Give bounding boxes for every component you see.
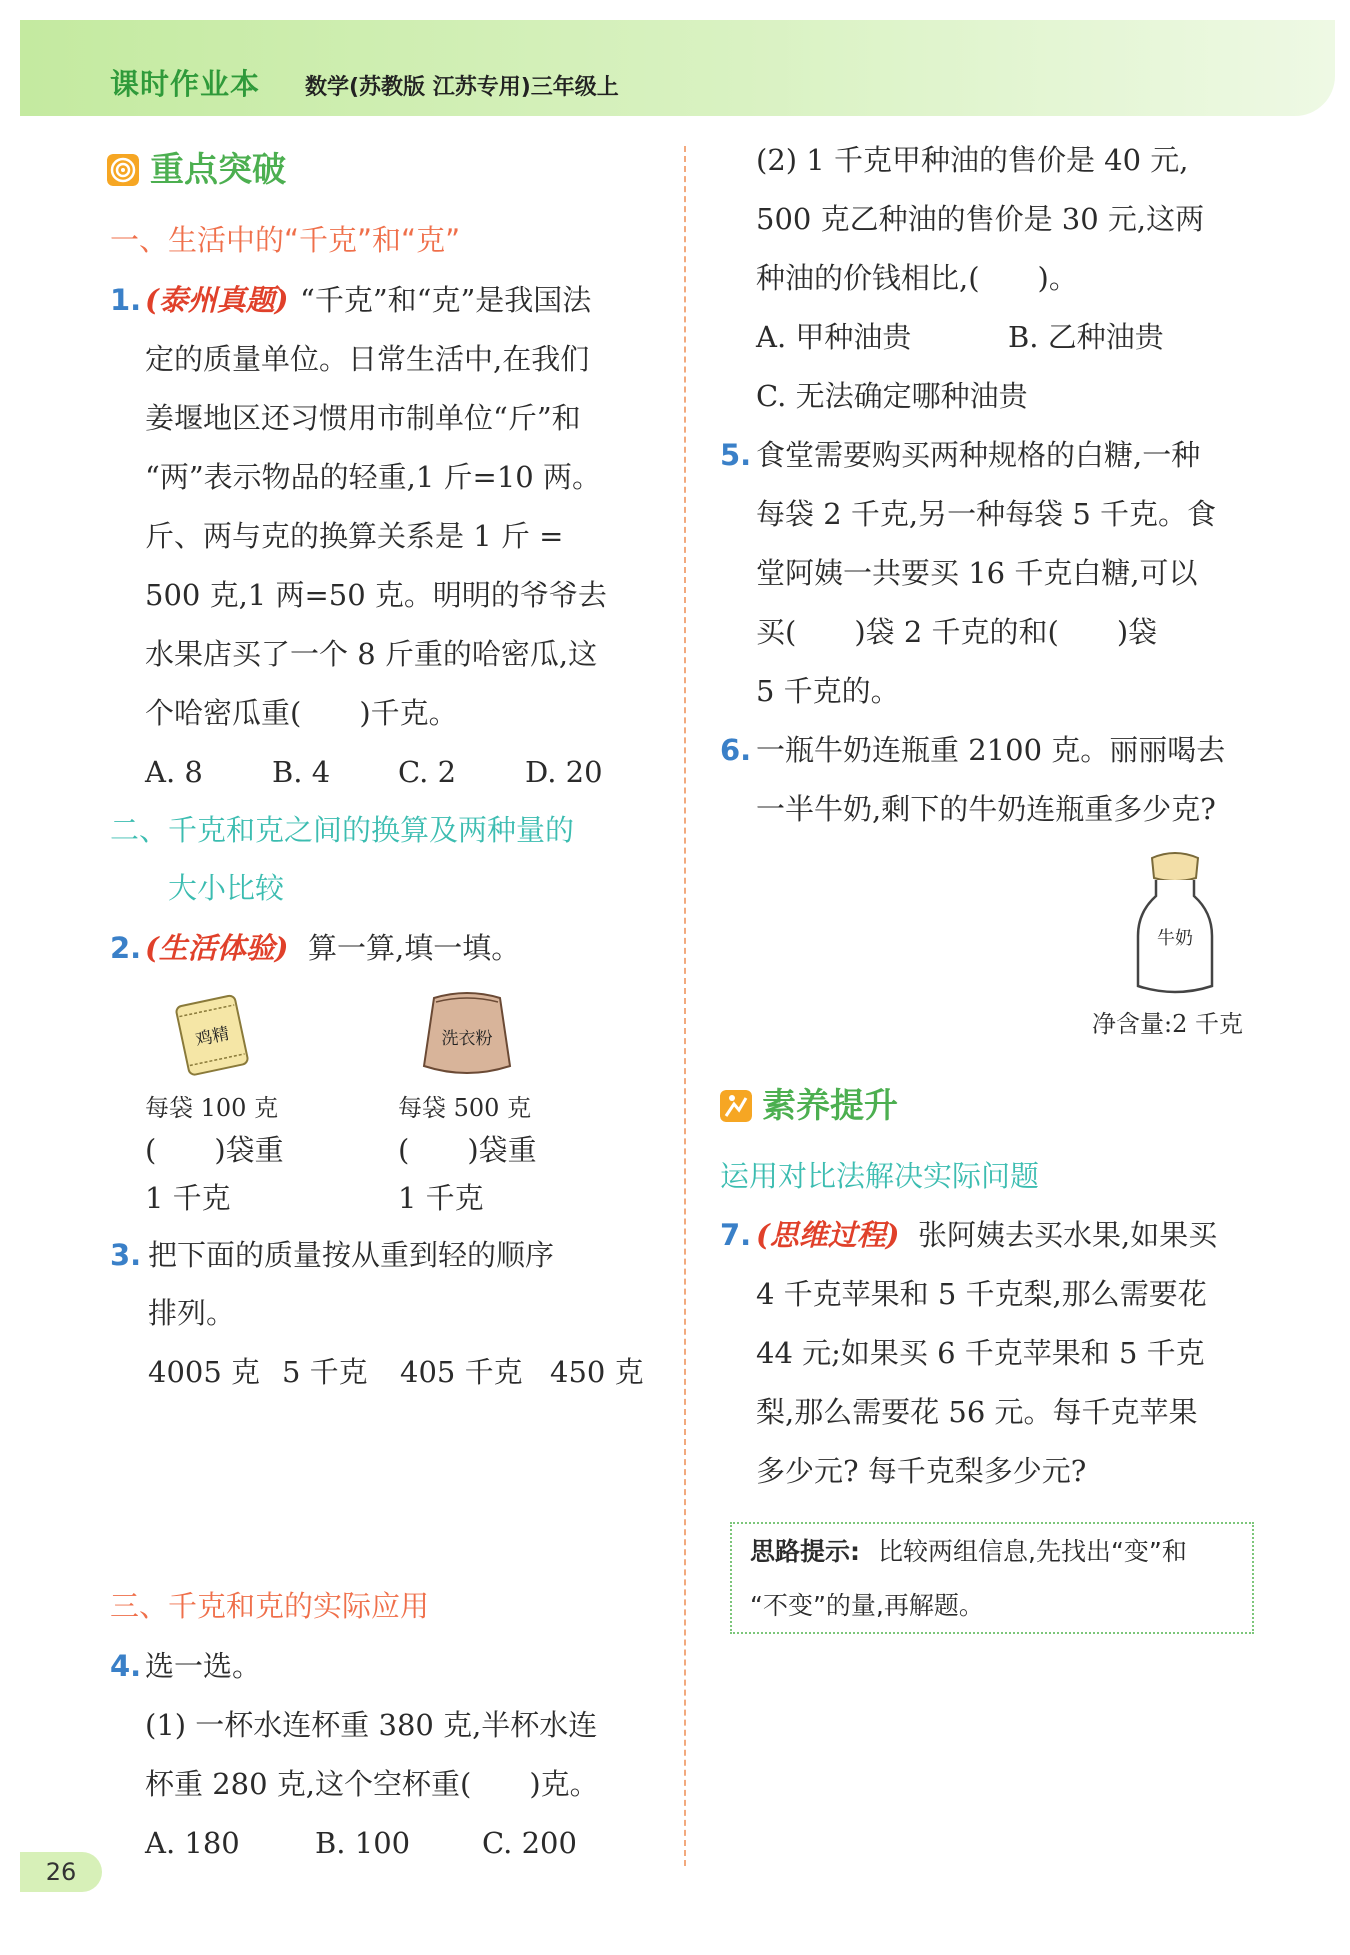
hint-label: 思路提示: — [750, 1537, 860, 1566]
q1-line: 斤、两与克的换算关系是 1 斤 = — [145, 519, 564, 553]
q1-line: 水果店买了一个 8 斤重的哈密瓜,这 — [145, 637, 598, 671]
answer-blank[interactable]: ( )袋重 — [145, 1133, 284, 1167]
part3-heading: 三、千克和克的实际应用 — [110, 1589, 430, 1623]
item-unit: 1 千克 — [145, 1181, 231, 1215]
q2-text: 算一算,填一填。 — [308, 931, 521, 965]
q3-item: 405 千克 — [400, 1355, 523, 1389]
q4-option-b: B. 100 — [315, 1826, 411, 1860]
q7-line: 44 元;如果买 6 千克苹果和 5 千克 — [756, 1336, 1205, 1370]
q6-line: 一瓶牛奶连瓶重 2100 克。丽丽喝去 — [756, 733, 1226, 767]
q4-sub2-line: 500 克乙种油的售价是 30 元,这两 — [756, 202, 1205, 236]
question-tag: (生活体验) — [145, 931, 289, 965]
q5-line: 买( )袋 2 千克的和( )袋 — [756, 615, 1158, 649]
brand-title: 课时作业本 — [110, 67, 261, 101]
column-divider — [684, 146, 686, 1866]
q1-line: “千克”和“克”是我国法 — [300, 283, 592, 317]
q4-option-c: C. 200 — [482, 1826, 577, 1860]
q4-option-a: A. 180 — [145, 1826, 240, 1860]
q3-line: 把下面的质量按从重到轻的顺序 — [148, 1238, 555, 1272]
part2-heading-cont: 大小比较 — [168, 871, 285, 905]
q7-line: 张阿姨去买水果,如果买 — [918, 1218, 1218, 1252]
q7-line: 梨,那么需要花 56 元。每千克苹果 — [756, 1395, 1198, 1429]
q4-text: 选一选。 — [145, 1649, 262, 1683]
q5-line: 5 千克的。 — [756, 674, 900, 708]
q4-sub1-line: (1) 一杯水连杯重 380 克,半杯水连 — [145, 1708, 598, 1742]
q3-item: 450 克 — [550, 1355, 644, 1389]
section-title-up: 素养提升 — [762, 1086, 898, 1126]
question-number: 5. — [720, 438, 752, 472]
q1-option-c: C. 2 — [398, 755, 457, 789]
q4-sub2-line: 种油的价钱相比,( )。 — [756, 261, 1078, 295]
question-number: 6. — [720, 733, 752, 767]
milk-bottle-icon — [1130, 850, 1220, 1000]
q4-sub2-option-c: C. 无法确定哪种油贵 — [756, 379, 1028, 413]
part2-heading: 二、千克和克之间的换算及两种量的 — [110, 813, 575, 847]
q1-line: 个哈密瓜重( )千克。 — [145, 696, 458, 730]
q3-item: 4005 克 — [148, 1355, 261, 1389]
q3-item: 5 千克 — [282, 1355, 368, 1389]
question-number: 2. — [110, 931, 142, 965]
question-tag: (思维过程) — [756, 1218, 900, 1252]
item-caption: 每袋 500 克 — [398, 1094, 532, 1122]
q1-line: 姜堰地区还习惯用市制单位“斤”和 — [145, 401, 581, 435]
section-title-main: 重点突破 — [150, 150, 286, 190]
target-icon — [107, 154, 139, 186]
q1-option-b: B. 4 — [272, 755, 331, 789]
question-number: 3. — [110, 1238, 142, 1272]
bottle-caption: 净含量:2 千克 — [1092, 1010, 1243, 1038]
q4-sub2-option-a: A. 甲种油贵 — [756, 320, 912, 354]
question-number: 7. — [720, 1218, 752, 1252]
bag-label: 洗衣粉 — [441, 1029, 493, 1049]
q7-line: 多少元? 每千克梨多少元? — [756, 1454, 1087, 1488]
q5-line: 食堂需要购买两种规格的白糖,一种 — [756, 438, 1201, 472]
q1-line: “两”表示物品的轻重,1 斤=10 两。 — [145, 460, 601, 494]
q7-line: 4 千克苹果和 5 千克梨,那么需要花 — [756, 1277, 1207, 1311]
book-subtitle: 数学(苏教版 江苏专用)三年级上 — [305, 75, 619, 100]
q5-line: 每袋 2 千克,另一种每袋 5 千克。食 — [756, 497, 1216, 531]
question-number: 4. — [110, 1649, 142, 1683]
item-unit: 1 千克 — [398, 1181, 484, 1215]
question-number: 1. — [110, 283, 142, 317]
bottle-label: 牛奶 — [1157, 928, 1193, 949]
chicken-essence-bag-icon — [168, 990, 258, 1080]
q1-line: 定的质量单位。日常生活中,在我们 — [145, 342, 590, 376]
question-tag: (泰州真题) — [145, 283, 289, 317]
q4-sub1-line: 杯重 280 克,这个空杯重( )克。 — [145, 1767, 599, 1801]
item-caption: 每袋 100 克 — [145, 1094, 279, 1122]
detergent-bag-icon — [412, 988, 522, 1080]
q1-option-d: D. 20 — [525, 755, 603, 789]
q3-line: 排列。 — [148, 1296, 236, 1330]
q4-sub2-line: (2) 1 千克甲种油的售价是 40 元, — [756, 143, 1189, 177]
q5-line: 堂阿姨一共要买 16 千克白糖,可以 — [756, 556, 1198, 590]
q1-line: 500 克,1 两=50 克。明明的爷爷去 — [145, 578, 607, 612]
hint-line: “不变”的量,再解题。 — [750, 1591, 984, 1620]
page-number: 26 — [20, 1852, 102, 1892]
growth-icon — [720, 1090, 752, 1122]
q4-sub2-option-b: B. 乙种油贵 — [1008, 320, 1164, 354]
q1-option-a: A. 8 — [145, 755, 203, 789]
method-heading: 运用对比法解决实际问题 — [720, 1159, 1040, 1193]
hint-line: 比较两组信息,先找出“变”和 — [878, 1537, 1187, 1566]
answer-blank[interactable]: ( )袋重 — [398, 1133, 537, 1167]
bag-label: 鸡精 — [193, 1023, 232, 1051]
q6-line: 一半牛奶,剩下的牛奶连瓶重多少克? — [756, 792, 1216, 826]
part1-heading: 一、生活中的“千克”和“克” — [110, 223, 461, 257]
